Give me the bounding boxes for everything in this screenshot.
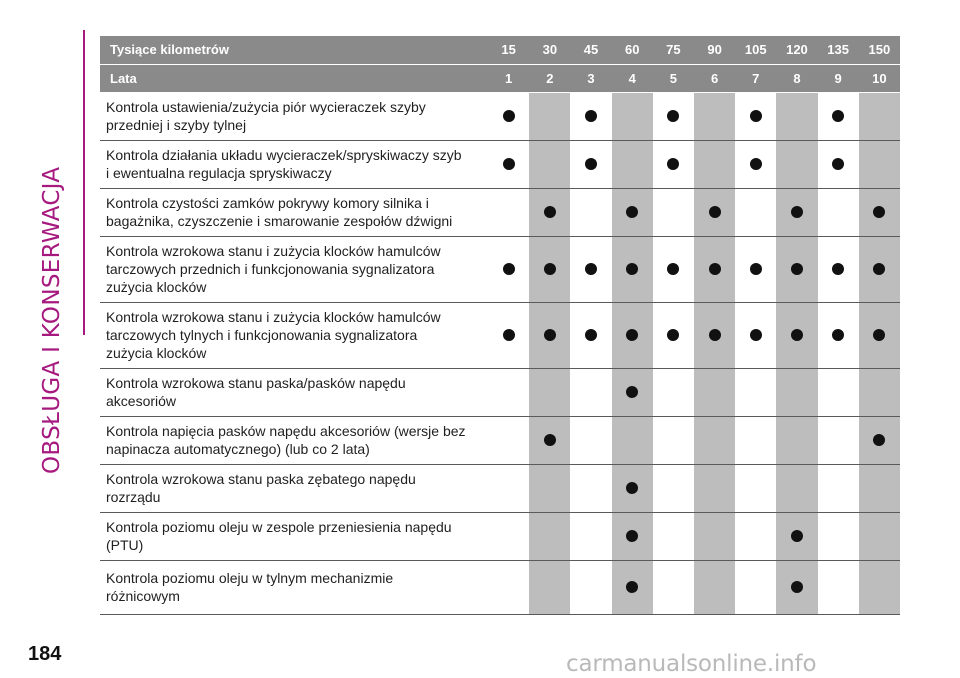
check-marker-dot — [832, 329, 844, 341]
interval-cell — [653, 368, 694, 416]
interval-cell — [612, 512, 653, 560]
interval-cell — [488, 188, 529, 236]
interval-cell — [694, 464, 735, 512]
interval-cell — [612, 302, 653, 368]
check-marker-dot — [667, 263, 679, 275]
header-row-years — [100, 64, 900, 92]
check-marker-dot — [832, 263, 844, 275]
table-row — [100, 464, 900, 512]
header-years-label: Lata — [100, 64, 488, 92]
check-marker-dot — [750, 110, 762, 122]
check-marker-dot — [626, 530, 638, 542]
interval-cell — [776, 512, 817, 560]
interval-cell — [653, 140, 694, 188]
interval-cell — [653, 92, 694, 140]
check-marker-dot — [832, 158, 844, 170]
check-marker-dot — [544, 206, 556, 218]
header-km-cell: 15 — [488, 36, 529, 64]
interval-cell — [776, 302, 817, 368]
check-marker-dot — [873, 434, 885, 446]
check-marker-dot — [626, 581, 638, 593]
check-marker-dot — [544, 263, 556, 275]
interval-cell — [653, 464, 694, 512]
interval-cell — [694, 236, 735, 302]
check-marker-dot — [791, 530, 803, 542]
interval-cell — [735, 464, 776, 512]
check-marker-dot — [750, 158, 762, 170]
interval-cell — [570, 464, 611, 512]
check-marker-dot — [544, 329, 556, 341]
table-body — [100, 92, 900, 614]
check-marker-dot — [585, 110, 597, 122]
header-year-cell: 9 — [818, 64, 859, 92]
interval-cell — [570, 368, 611, 416]
interval-cell — [529, 464, 570, 512]
interval-cell — [694, 368, 735, 416]
check-marker-dot — [503, 263, 515, 275]
check-marker-dot — [544, 434, 556, 446]
check-item-description: Kontrola napięcia pasków napędu akcesoriów (wersje bez napinacza automatycznego) (lub co 2 lata) — [100, 416, 488, 464]
interval-cell — [776, 464, 817, 512]
header-km-cell: 135 — [818, 36, 859, 64]
interval-cell — [694, 560, 735, 614]
interval-cell — [529, 512, 570, 560]
page-number: 184 — [28, 643, 62, 665]
interval-cell — [488, 368, 529, 416]
table-row — [100, 140, 900, 188]
header-year-cell: 7 — [735, 64, 776, 92]
check-marker-dot — [667, 158, 679, 170]
check-marker-dot — [667, 329, 679, 341]
interval-cell — [612, 236, 653, 302]
interval-cell — [529, 368, 570, 416]
table-row — [100, 416, 900, 464]
interval-cell — [570, 560, 611, 614]
interval-cell — [735, 236, 776, 302]
interval-cell — [653, 416, 694, 464]
interval-cell — [612, 140, 653, 188]
interval-cell — [818, 368, 859, 416]
interval-cell — [612, 560, 653, 614]
check-marker-dot — [626, 263, 638, 275]
check-marker-dot — [791, 263, 803, 275]
interval-cell — [735, 140, 776, 188]
interval-cell — [612, 188, 653, 236]
header-year-cell: 1 — [488, 64, 529, 92]
header-km-cell: 105 — [735, 36, 776, 64]
header-km-cell: 30 — [529, 36, 570, 64]
table-row — [100, 236, 900, 302]
interval-cell — [529, 140, 570, 188]
interval-cell — [612, 368, 653, 416]
check-item-description: Kontrola działania układu wycieraczek/spryskiwaczy szyb i ewentualna regulacja spryskiwaczy — [100, 140, 488, 188]
interval-cell — [653, 302, 694, 368]
interval-cell — [859, 302, 900, 368]
interval-cell — [776, 416, 817, 464]
table-row — [100, 560, 900, 614]
check-item-description: Kontrola poziomu oleju w zespole przeniesienia napędu (PTU) — [100, 512, 488, 560]
interval-cell — [694, 188, 735, 236]
check-item-description: Kontrola wzrokowa stanu i zużycia klocków hamulców tarczowych przednich i funkcjonowania sygnalizatora zużycia klocków — [100, 236, 488, 302]
interval-cell — [859, 92, 900, 140]
interval-cell — [488, 92, 529, 140]
interval-cell — [735, 512, 776, 560]
interval-cell — [570, 512, 611, 560]
section-title: OBSŁUGA I KONSERWACJA — [39, 166, 65, 474]
interval-cell — [818, 416, 859, 464]
interval-cell — [694, 92, 735, 140]
interval-cell — [735, 302, 776, 368]
interval-cell — [529, 560, 570, 614]
interval-cell — [735, 560, 776, 614]
header-year-cell: 8 — [776, 64, 817, 92]
interval-cell — [859, 560, 900, 614]
interval-cell — [859, 188, 900, 236]
check-marker-dot — [709, 206, 721, 218]
check-marker-dot — [585, 263, 597, 275]
check-marker-dot — [626, 386, 638, 398]
interval-cell — [653, 560, 694, 614]
check-item-description: Kontrola czystości zamków pokrywy komory silnika i bagażnika, czyszczenie i smarowanie zespołów dźwigni — [100, 188, 488, 236]
interval-cell — [818, 188, 859, 236]
header-row-km — [100, 36, 900, 64]
header-km-cell: 75 — [653, 36, 694, 64]
interval-cell — [529, 236, 570, 302]
interval-cell — [818, 140, 859, 188]
header-year-cell: 10 — [859, 64, 900, 92]
interval-cell — [570, 416, 611, 464]
interval-cell — [735, 188, 776, 236]
header-km-label: Tysiące kilometrów — [100, 36, 488, 64]
header-year-cell: 2 — [529, 64, 570, 92]
check-marker-dot — [709, 263, 721, 275]
check-marker-dot — [626, 482, 638, 494]
watermark: carmanualsonline.info — [566, 651, 817, 677]
header-year-cell: 3 — [570, 64, 611, 92]
maintenance-schedule-table — [100, 36, 900, 615]
check-marker-dot — [585, 329, 597, 341]
interval-cell — [612, 416, 653, 464]
interval-cell — [488, 560, 529, 614]
header-km-cell: 120 — [776, 36, 817, 64]
interval-cell — [818, 236, 859, 302]
header-km-cell: 150 — [859, 36, 900, 64]
interval-cell — [735, 416, 776, 464]
interval-cell — [570, 302, 611, 368]
header-year-cell: 4 — [612, 64, 653, 92]
header-km-cell: 45 — [570, 36, 611, 64]
check-marker-dot — [791, 206, 803, 218]
interval-cell — [529, 188, 570, 236]
header-year-cell: 5 — [653, 64, 694, 92]
interval-cell — [859, 368, 900, 416]
table-row — [100, 188, 900, 236]
check-item-description: Kontrola wzrokowa stanu paska zębatego napędu rozrządu — [100, 464, 488, 512]
interval-cell — [859, 236, 900, 302]
interval-cell — [488, 236, 529, 302]
table-header — [100, 36, 900, 92]
interval-cell — [612, 464, 653, 512]
interval-cell — [488, 140, 529, 188]
interval-cell — [694, 416, 735, 464]
interval-cell — [570, 92, 611, 140]
interval-cell — [776, 368, 817, 416]
table-row — [100, 302, 900, 368]
interval-cell — [859, 140, 900, 188]
check-marker-dot — [791, 581, 803, 593]
header-km-cell: 90 — [694, 36, 735, 64]
check-marker-dot — [503, 329, 515, 341]
check-marker-dot — [667, 110, 679, 122]
interval-cell — [529, 416, 570, 464]
table-row — [100, 368, 900, 416]
check-marker-dot — [832, 110, 844, 122]
check-marker-dot — [791, 329, 803, 341]
interval-cell — [818, 560, 859, 614]
interval-cell — [859, 464, 900, 512]
interval-cell — [776, 236, 817, 302]
table-row — [100, 512, 900, 560]
interval-cell — [570, 236, 611, 302]
interval-cell — [488, 512, 529, 560]
interval-cell — [776, 188, 817, 236]
interval-cell — [735, 92, 776, 140]
interval-cell — [818, 302, 859, 368]
table-row — [100, 92, 900, 140]
check-marker-dot — [503, 110, 515, 122]
interval-cell — [488, 416, 529, 464]
interval-cell — [818, 512, 859, 560]
section-rule — [83, 30, 85, 335]
interval-cell — [653, 512, 694, 560]
interval-cell — [818, 464, 859, 512]
interval-cell — [776, 92, 817, 140]
check-marker-dot — [709, 329, 721, 341]
interval-cell — [694, 512, 735, 560]
interval-cell — [653, 188, 694, 236]
header-km-cell: 60 — [612, 36, 653, 64]
check-marker-dot — [873, 206, 885, 218]
interval-cell — [859, 416, 900, 464]
check-marker-dot — [873, 263, 885, 275]
interval-cell — [529, 302, 570, 368]
header-year-cell: 6 — [694, 64, 735, 92]
interval-cell — [694, 302, 735, 368]
interval-cell — [735, 368, 776, 416]
check-marker-dot — [750, 263, 762, 275]
interval-cell — [776, 140, 817, 188]
check-marker-dot — [873, 329, 885, 341]
check-item-description: Kontrola wzrokowa stanu paska/pasków napędu akcesoriów — [100, 368, 488, 416]
check-item-description: Kontrola wzrokowa stanu i zużycia klocków hamulców tarczowych tylnych i funkcjonowania sygnalizatora zużycia klocków — [100, 302, 488, 368]
check-marker-dot — [626, 206, 638, 218]
interval-cell — [570, 140, 611, 188]
interval-cell — [776, 560, 817, 614]
interval-cell — [570, 188, 611, 236]
interval-cell — [612, 92, 653, 140]
check-marker-dot — [626, 329, 638, 341]
check-marker-dot — [503, 158, 515, 170]
interval-cell — [529, 92, 570, 140]
interval-cell — [694, 140, 735, 188]
check-item-description: Kontrola ustawienia/zużycia piór wycieraczek szyby przedniej i szyby tylnej — [100, 92, 488, 140]
interval-cell — [859, 512, 900, 560]
interval-cell — [818, 92, 859, 140]
check-marker-dot — [585, 158, 597, 170]
check-item-description: Kontrola poziomu oleju w tylnym mechanizmie różnicowym — [100, 560, 488, 614]
interval-cell — [653, 236, 694, 302]
check-marker-dot — [750, 329, 762, 341]
interval-cell — [488, 464, 529, 512]
interval-cell — [488, 302, 529, 368]
